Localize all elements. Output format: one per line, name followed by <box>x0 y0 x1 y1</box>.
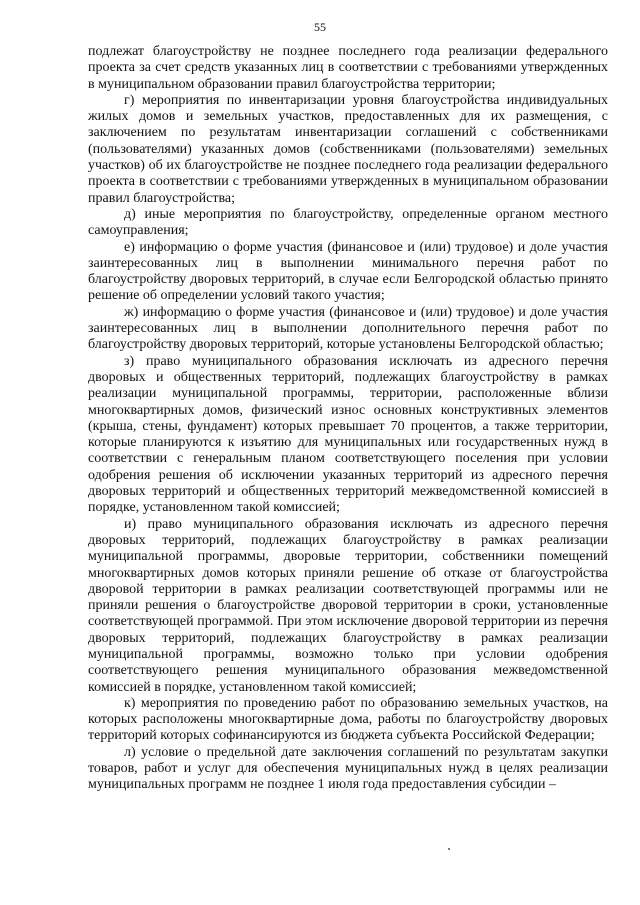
paragraph-g: г) мероприятия по инвентаризации уровня благоустройства индивидуальных жилых домов и земельных участков, предоставленных для их размещения, с заключением по результатам инвентаризации соглашений с собственниками (пользователями) указанных домов (собственниками (пользователями) земельных участков) об их благоустройстве не позднее последнего года реализации федерального проекта в соответствии с требованиями утвержденных в муниципальном образовании правил благоустройства; <box>88 92 608 206</box>
page-number: 55 <box>314 20 326 34</box>
paragraph-d: д) иные мероприятия по благоустройству, определенные органом местного самоуправления; <box>88 206 608 239</box>
paragraph-zh: ж) информацию о форме участия (финансовое и (или) трудовое) и доле участия заинтересованных лиц в выполнении дополнительного перечня работ по благоустройству дворовых территорий, которые установлены Белгородской областью; <box>88 304 608 353</box>
document-body <box>88 44 608 794</box>
paragraph-l: л) условие о предельной дате заключения соглашений по результатам закупки товаров, работ и услуг для обеспечения муниципальных нужд в целях реализации муниципальных программ не позднее 1 июля года предоставления субсидии – <box>88 744 608 793</box>
paragraph-e: е) информацию о форме участия (финансовое и (или) трудовое) и доле участия заинтересованных лиц в выполнении минимального перечня работ по благоустройству дворовых территорий, в случае если Белгородской областью принято решение об определении условий такого участия; <box>88 239 608 304</box>
paragraph-z: з) право муниципального образования исключать из адресного перечня дворовых и общественных территорий, подлежащих благоустройству в рамках реализации муниципальной программы, территории, расположенные вблизи многоквартирных домов, физический износ основных конструктивных элементов (крыша, стены, фундамент) которых превышает 70 процентов, а также территории, которые планируются к изъятию для муниципальных или государственных нужд в соответствии с генеральным планом соответствующего поселения при условии одобрения решения об исключении указанных территорий из адресного перечня дворовых территорий и общественных территорий межведомственной комиссией в порядке, установленном такой комиссией; <box>88 353 608 516</box>
paragraph-continuation: подлежат благоустройству не позднее последнего года реализации федерального проекта за счет средств указанных лиц в соответствии с требованиями утвержденных в муниципальном образовании правил благоустройства территории; <box>88 44 608 92</box>
scan-speck <box>448 848 450 850</box>
paragraph-i: и) право муниципального образования исключать из адресного перечня дворовых территорий, подлежащих благоустройству в рамках реализации муниципальной программы, дворовые территории, собственники помещений многоквартирных домов которых приняли решение об отказе от благоустройства дворовой территории в рамках реализации соответствующей программы или не приняли решения о благоустройстве дворовой территории в сроки, установленные соответствующей программой. При этом исключение дворовой территории из перечня дворовых территорий, подлежащих благоустройству в рамках реализации муниципальной программы, возможно только при условии одобрения соответствующего решения муниципального образования межведомственной комиссией в порядке, установленном такой комиссией; <box>88 516 608 695</box>
paragraph-k: к) мероприятия по проведению работ по образованию земельных участков, на которых расположены многоквартирные дома, работы по благоустройству дворовых территорий которых софинансируются из бюджета субъекта Российской Федерации; <box>88 695 608 744</box>
